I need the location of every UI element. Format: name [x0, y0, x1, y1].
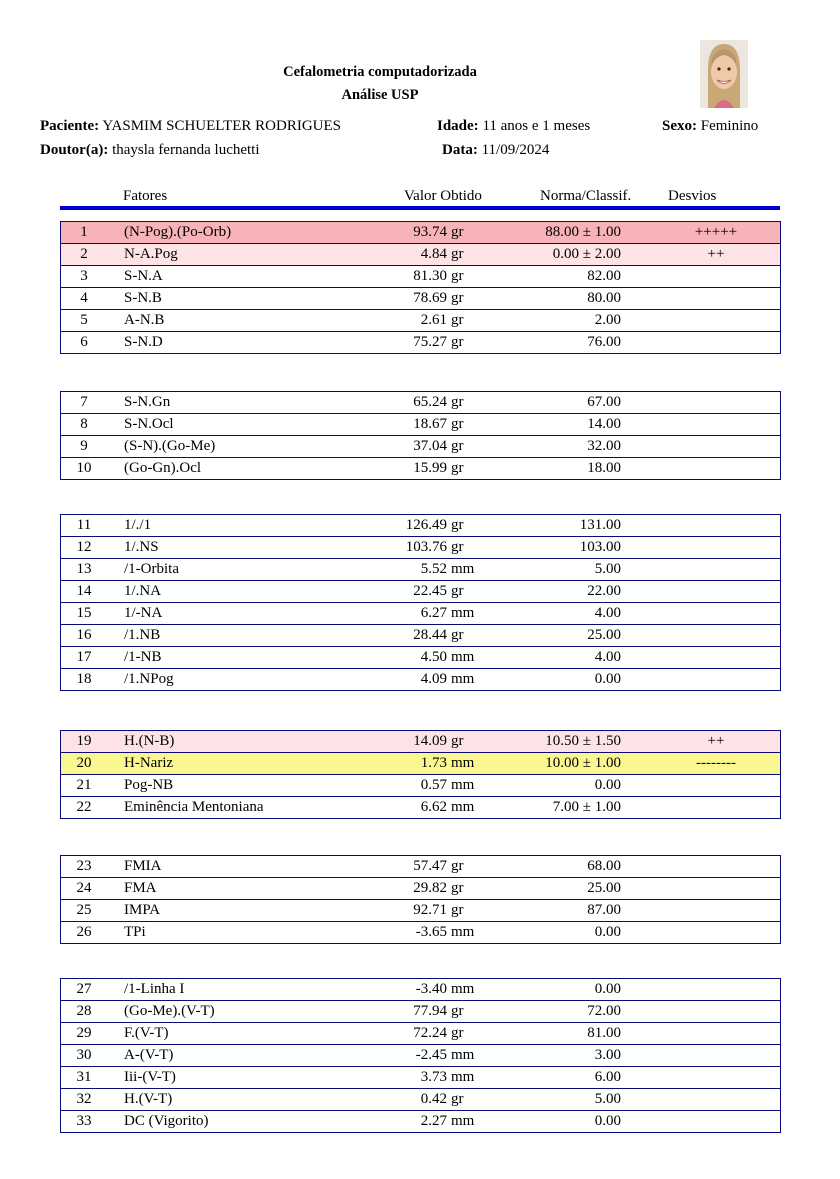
row-number: 10 — [76, 460, 92, 476]
table-row — [61, 243, 780, 265]
value-unit: gr — [451, 460, 464, 476]
column-header-fatores: Fatores — [123, 188, 168, 204]
value-cell — [361, 1069, 487, 1086]
value-unit: mm — [451, 649, 475, 665]
value-number: -3.65 — [415, 924, 447, 940]
value-number: 72.24 — [413, 1025, 447, 1041]
factor-name: Iii-(V-T) — [124, 1069, 176, 1085]
value-cell — [361, 733, 487, 750]
table-row — [61, 1044, 780, 1066]
norm-cell: 3.00 — [594, 1047, 621, 1063]
value-cell — [361, 517, 487, 534]
value-unit: mm — [451, 981, 475, 997]
value-number: 93.74 — [413, 224, 447, 240]
norm-cell: 5.00 — [594, 1091, 621, 1107]
value-unit: mm — [451, 1047, 475, 1063]
factor-name: (N-Pog).(Po-Orb) — [124, 224, 232, 240]
table-row — [61, 331, 780, 353]
norm-cell: 72.00 — [587, 1003, 621, 1019]
value-unit: mm — [451, 799, 475, 815]
value-number: 92.71 — [413, 902, 447, 918]
date-line — [442, 142, 549, 159]
value-number: 78.69 — [413, 290, 447, 306]
factor-name: H.(N-B) — [124, 733, 175, 749]
value-unit: mm — [451, 777, 475, 793]
header-divider — [60, 206, 780, 210]
value-unit: mm — [451, 671, 475, 687]
factor-name: 1/.NS — [124, 539, 159, 555]
row-number: 26 — [76, 924, 92, 940]
value-unit: gr — [451, 416, 464, 432]
row-number: 6 — [80, 334, 88, 350]
value-cell — [361, 561, 487, 578]
value-number: 37.04 — [413, 438, 447, 454]
value-unit: mm — [451, 755, 475, 771]
idade-value: 11 anos e 1 meses — [482, 118, 591, 134]
table-row — [61, 536, 780, 558]
table-row — [61, 774, 780, 796]
row-number: 17 — [76, 649, 92, 665]
row-number: 25 — [76, 902, 92, 918]
row-number: 12 — [76, 539, 92, 555]
value-unit: mm — [451, 605, 475, 621]
table-row — [61, 899, 780, 921]
row-number: 33 — [76, 1113, 92, 1129]
sex-line — [662, 118, 758, 135]
factor-group-5 — [60, 855, 781, 944]
value-unit: gr — [451, 539, 464, 555]
table-row — [61, 580, 780, 602]
value-unit: gr — [451, 517, 464, 533]
deviation-cell: ++ — [707, 733, 725, 749]
value-unit: mm — [451, 1069, 475, 1085]
value-number: 2.61 — [420, 312, 447, 328]
table-row — [61, 646, 780, 668]
factor-name: S-N.D — [124, 334, 163, 350]
value-cell — [361, 290, 487, 307]
value-cell — [361, 1003, 487, 1020]
deviation-cell: +++++ — [694, 224, 738, 240]
table-row — [61, 856, 780, 877]
patient-name-line — [40, 118, 341, 135]
table-row — [61, 1110, 780, 1132]
norm-cell: 4.00 — [594, 649, 621, 665]
paciente-label: Paciente: — [40, 118, 100, 134]
value-cell — [361, 880, 487, 897]
norm-cell: 0.00 ± 2.00 — [552, 246, 621, 262]
value-number: 75.27 — [413, 334, 447, 350]
row-number: 11 — [76, 517, 92, 533]
row-number: 32 — [76, 1091, 92, 1107]
norm-cell: 18.00 — [587, 460, 621, 476]
value-cell — [361, 583, 487, 600]
norm-cell: 82.00 — [587, 268, 621, 284]
table-row — [61, 558, 780, 580]
idade-label: Idade: — [437, 118, 479, 134]
table-row — [61, 515, 780, 536]
row-number: 16 — [76, 627, 92, 643]
value-unit: gr — [451, 583, 464, 599]
row-number: 2 — [80, 246, 88, 262]
table-row — [61, 731, 780, 752]
factor-name: FMIA — [124, 858, 162, 874]
norm-cell: 32.00 — [587, 438, 621, 454]
value-cell — [361, 981, 487, 998]
table-row — [61, 624, 780, 646]
factor-name: DC (Vigorito) — [124, 1113, 209, 1129]
value-number: 29.82 — [413, 880, 447, 896]
table-row — [61, 309, 780, 331]
row-number: 30 — [76, 1047, 92, 1063]
table-row — [61, 752, 780, 774]
doutor-value: thaysla fernanda luchetti — [112, 142, 260, 158]
value-number: 4.09 — [420, 671, 447, 687]
value-number: 57.47 — [413, 858, 447, 874]
value-cell — [361, 438, 487, 455]
factor-name: /1.NPog — [124, 671, 174, 687]
patient-photo — [700, 40, 748, 108]
factor-name: S-N.Ocl — [124, 416, 174, 432]
table-row — [61, 1000, 780, 1022]
value-number: 22.45 — [413, 583, 447, 599]
factor-name: S-N.Gn — [124, 394, 171, 410]
norm-cell: 87.00 — [587, 902, 621, 918]
norm-cell: 103.00 — [579, 539, 621, 555]
row-number: 23 — [76, 858, 92, 874]
factor-name: (Go-Me).(V-T) — [124, 1003, 215, 1019]
row-number: 21 — [76, 777, 92, 793]
norm-cell: 25.00 — [587, 880, 621, 896]
value-number: 6.62 — [420, 799, 447, 815]
sexo-label: Sexo: — [662, 118, 697, 134]
value-cell — [361, 539, 487, 556]
value-number: -3.40 — [415, 981, 447, 997]
value-unit: gr — [451, 268, 464, 284]
table-row — [61, 265, 780, 287]
value-cell — [361, 1025, 487, 1042]
norm-cell: 0.00 — [594, 981, 621, 997]
value-cell — [361, 627, 487, 644]
table-row — [61, 668, 780, 690]
norm-cell: 0.00 — [594, 1113, 621, 1129]
row-number: 20 — [76, 755, 92, 771]
column-header-norma: Norma/Classif. — [540, 188, 632, 204]
value-unit: mm — [451, 1113, 475, 1129]
value-unit: mm — [451, 924, 475, 940]
value-unit: gr — [451, 880, 464, 896]
sexo-value: Feminino — [700, 118, 759, 134]
row-number: 27 — [76, 981, 92, 997]
value-number: 103.76 — [405, 539, 447, 555]
factor-name: /1.NB — [124, 627, 161, 643]
row-number: 5 — [80, 312, 88, 328]
row-number: 8 — [80, 416, 88, 432]
age-line — [437, 118, 590, 135]
doutor-label: Doutor(a): — [40, 142, 109, 158]
factor-name: H.(V-T) — [124, 1091, 173, 1107]
value-unit: gr — [451, 224, 464, 240]
row-number: 3 — [80, 268, 88, 284]
table-row — [61, 413, 780, 435]
value-cell — [361, 902, 487, 919]
value-cell — [361, 246, 487, 263]
factor-name: H-Nariz — [124, 755, 174, 771]
norm-cell: 5.00 — [594, 561, 621, 577]
value-number: 4.84 — [420, 246, 447, 262]
norm-cell: 25.00 — [587, 627, 621, 643]
value-unit: gr — [451, 733, 464, 749]
row-number: 31 — [76, 1069, 92, 1085]
report-subtitle: Análise USP — [341, 87, 419, 103]
table-row — [61, 877, 780, 899]
value-cell — [361, 1047, 487, 1064]
value-cell — [361, 924, 487, 941]
norm-cell: 0.00 — [594, 777, 621, 793]
value-cell — [361, 334, 487, 351]
row-number: 1 — [80, 224, 88, 240]
factor-name: (S-N).(Go-Me) — [124, 438, 216, 454]
table-row — [61, 287, 780, 309]
value-unit: gr — [451, 902, 464, 918]
column-header-desvios: Desvios — [668, 188, 717, 204]
value-number: 81.30 — [413, 268, 447, 284]
value-cell — [361, 649, 487, 666]
factor-name: /1-Orbita — [124, 561, 179, 577]
value-cell — [361, 777, 487, 794]
table-row — [61, 921, 780, 943]
value-number: 65.24 — [413, 394, 447, 410]
norm-cell: 81.00 — [587, 1025, 621, 1041]
value-unit: gr — [451, 334, 464, 350]
value-cell — [361, 858, 487, 875]
factor-name: Eminência Mentoniana — [124, 799, 264, 815]
table-row — [61, 1088, 780, 1110]
row-number: 19 — [76, 733, 92, 749]
norm-cell: 22.00 — [587, 583, 621, 599]
value-number: 5.52 — [420, 561, 447, 577]
table-row — [61, 222, 780, 243]
norm-cell: 80.00 — [587, 290, 621, 306]
factor-name: TPi — [124, 924, 146, 940]
value-unit: gr — [451, 438, 464, 454]
value-cell — [361, 799, 487, 816]
row-number: 18 — [76, 671, 92, 687]
row-number: 29 — [76, 1025, 92, 1041]
row-number: 14 — [76, 583, 92, 599]
row-number: 7 — [80, 394, 88, 410]
deviation-cell: ++ — [707, 246, 725, 262]
factor-name: 1/./1 — [124, 517, 152, 533]
value-unit: mm — [451, 561, 475, 577]
value-unit: gr — [451, 627, 464, 643]
value-number: 126.49 — [405, 517, 447, 533]
table-row — [61, 435, 780, 457]
table-row — [61, 979, 780, 1000]
value-number: 3.73 — [420, 1069, 447, 1085]
factor-group-4 — [60, 730, 781, 819]
value-number: 14.09 — [413, 733, 447, 749]
factor-name: A-(V-T) — [124, 1047, 174, 1063]
data-value: 11/09/2024 — [481, 142, 550, 158]
report-title: Cefalometria computadorizada — [283, 64, 477, 80]
table-row — [61, 602, 780, 624]
value-cell — [361, 312, 487, 329]
value-number: 0.57 — [420, 777, 447, 793]
row-number: 24 — [76, 880, 92, 896]
value-number: 15.99 — [413, 460, 447, 476]
value-number: 4.50 — [420, 649, 447, 665]
factor-name: 1/.NA — [124, 583, 162, 599]
factor-name: /1-NB — [124, 649, 162, 665]
value-unit: gr — [451, 394, 464, 410]
value-cell — [361, 460, 487, 477]
value-unit: gr — [451, 1091, 464, 1107]
value-unit: gr — [451, 858, 464, 874]
table-row — [61, 392, 780, 413]
value-cell — [361, 268, 487, 285]
norm-cell: 4.00 — [594, 605, 621, 621]
value-cell — [361, 755, 487, 772]
factor-group-3 — [60, 514, 781, 691]
value-unit: gr — [451, 312, 464, 328]
value-number: 6.27 — [420, 605, 447, 621]
norm-cell: 2.00 — [594, 312, 621, 328]
value-unit: gr — [451, 246, 464, 262]
norm-cell: 7.00 ± 1.00 — [552, 799, 621, 815]
value-number: 0.42 — [420, 1091, 447, 1107]
value-cell — [361, 605, 487, 622]
value-cell — [361, 394, 487, 411]
norm-cell: 67.00 — [587, 394, 621, 410]
norm-cell: 0.00 — [594, 924, 621, 940]
factor-name: Pog-NB — [124, 777, 174, 793]
table-row — [61, 1066, 780, 1088]
factor-name: (Go-Gn).Ocl — [124, 460, 202, 476]
factor-name: /1-Linha I — [124, 981, 185, 997]
norm-cell: 6.00 — [594, 1069, 621, 1085]
value-cell — [361, 416, 487, 433]
value-number: -2.45 — [415, 1047, 447, 1063]
value-cell — [361, 1113, 487, 1130]
value-cell — [361, 671, 487, 688]
value-unit: gr — [451, 1025, 464, 1041]
value-number: 1.73 — [420, 755, 447, 771]
norm-cell: 88.00 ± 1.00 — [545, 224, 621, 240]
factor-name: S-N.A — [124, 268, 163, 284]
row-number: 22 — [76, 799, 92, 815]
deviation-cell: -------- — [696, 755, 736, 771]
factor-group-1 — [60, 221, 781, 354]
row-number: 13 — [76, 561, 92, 577]
table-row — [61, 457, 780, 479]
value-number: 28.44 — [413, 627, 447, 643]
norm-cell: 68.00 — [587, 858, 621, 874]
factor-name: N-A.Pog — [124, 246, 178, 262]
factor-name: 1/-NA — [124, 605, 163, 621]
norm-cell: 10.50 ± 1.50 — [545, 733, 621, 749]
norm-cell: 131.00 — [579, 517, 621, 533]
norm-cell: 10.00 ± 1.00 — [545, 755, 621, 771]
row-number: 15 — [76, 605, 92, 621]
table-row — [61, 1022, 780, 1044]
column-header-valor: Valor Obtido — [404, 188, 482, 204]
factor-name: IMPA — [124, 902, 161, 918]
factor-name: FMA — [124, 880, 157, 896]
row-number: 9 — [80, 438, 88, 454]
value-unit: gr — [451, 1003, 464, 1019]
paciente-value: YASMIM SCHUELTER RODRIGUES — [102, 118, 341, 134]
norm-cell: 0.00 — [594, 671, 621, 687]
row-number: 28 — [76, 1003, 92, 1019]
factor-name: A-N.B — [124, 312, 165, 328]
factor-name: S-N.B — [124, 290, 162, 306]
value-unit: gr — [451, 290, 464, 306]
factor-group-6 — [60, 978, 781, 1133]
norm-cell: 14.00 — [587, 416, 621, 432]
norm-cell: 76.00 — [587, 334, 621, 350]
value-number: 18.67 — [413, 416, 447, 432]
factor-group-2 — [60, 391, 781, 480]
value-number: 2.27 — [420, 1113, 447, 1129]
value-cell — [361, 224, 487, 241]
value-number: 77.94 — [413, 1003, 447, 1019]
doctor-line — [40, 142, 260, 159]
value-cell — [361, 1091, 487, 1108]
factor-name: F.(V-T) — [124, 1025, 169, 1041]
table-row — [61, 796, 780, 818]
data-label: Data: — [442, 142, 478, 158]
row-number: 4 — [80, 290, 88, 306]
